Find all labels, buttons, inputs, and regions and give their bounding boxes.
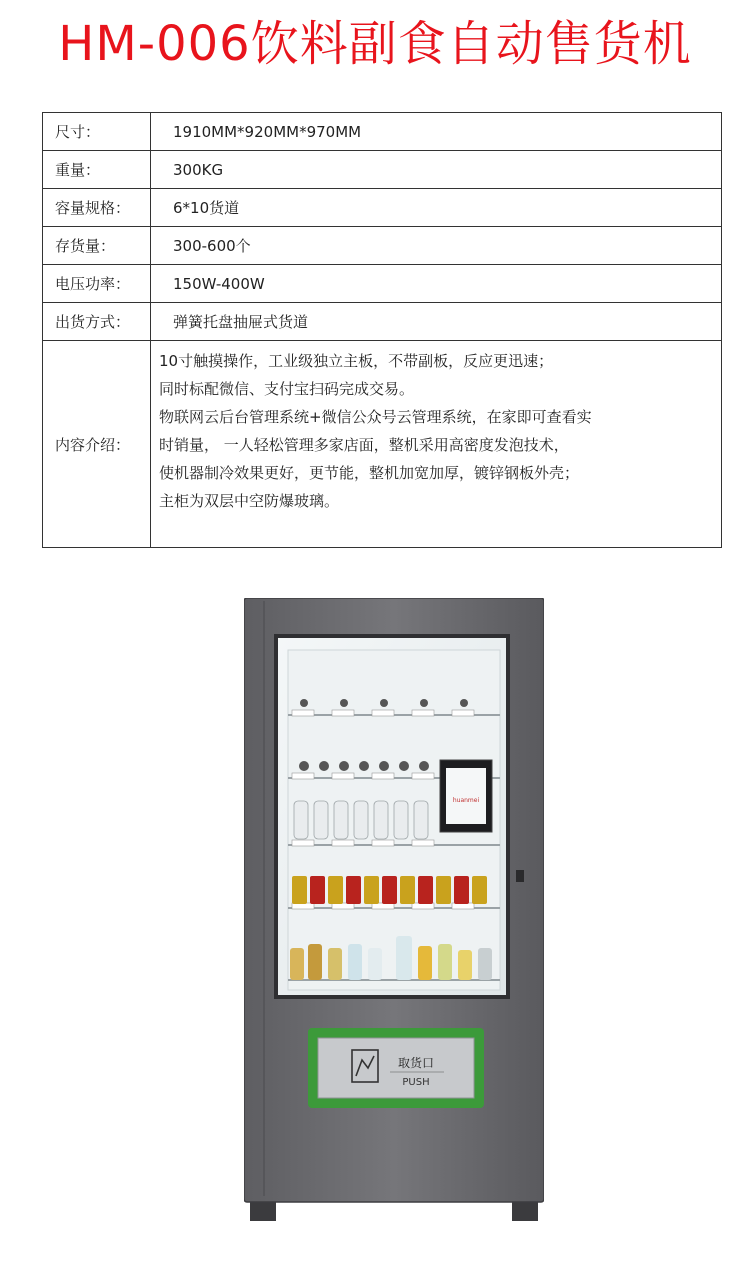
spec-value: 1910MM*920MM*970MM [151,113,722,151]
spec-value: 弹簧托盘抽屉式货道 [151,303,722,341]
spec-row-stock [43,227,722,265]
spec-row-size [43,113,722,151]
description-line: 同时标配微信、支付宝扫码完成交易。 [159,380,415,398]
spec-label: 容量规格： [43,189,151,227]
pickup-sub-label: PUSH [402,1077,430,1088]
pickup-label: 取货口 [397,1056,435,1070]
spec-value: 6*10货道 [151,189,722,227]
page-title: HM-006饮料副食自动售货机 [58,16,692,72]
spec-row-description [43,341,722,548]
spec-label: 尺寸： [43,113,151,151]
screen-brand: huanmei [452,797,480,804]
spec-value: 300KG [151,151,722,189]
description-line: 时销量， 一人轻松管理多家店面，整机采用高密度发泡技术， [159,436,569,454]
description-text [151,341,722,548]
spec-row-capacity [43,189,722,227]
description-line: 物联网云后台管理系统+微信公众号云管理系统，在家即可查看实 [159,408,592,426]
spec-row-dispense [43,303,722,341]
spec-value: 150W-400W [151,265,722,303]
spec-row-weight [43,151,722,189]
spec-table [42,112,722,548]
spec-label: 出货方式： [43,303,151,341]
description-line: 主柜为双层中空防爆玻璃。 [159,492,340,510]
spec-label: 内容介绍： [43,341,151,548]
spec-label: 存货量： [43,227,151,265]
spec-value: 300-600个 [151,227,722,265]
description-line: 10寸触摸操作，工业级独立主板，不带副板，反应更迅速； [159,352,554,370]
spec-label: 电压功率： [43,265,151,303]
description-line: 使机器制冷效果更好，更节能，整机加宽加厚，镀锌钢板外壳； [159,464,580,482]
vending-machine-image [244,598,544,1223]
spec-row-power [43,265,722,303]
spec-label: 重量： [43,151,151,189]
